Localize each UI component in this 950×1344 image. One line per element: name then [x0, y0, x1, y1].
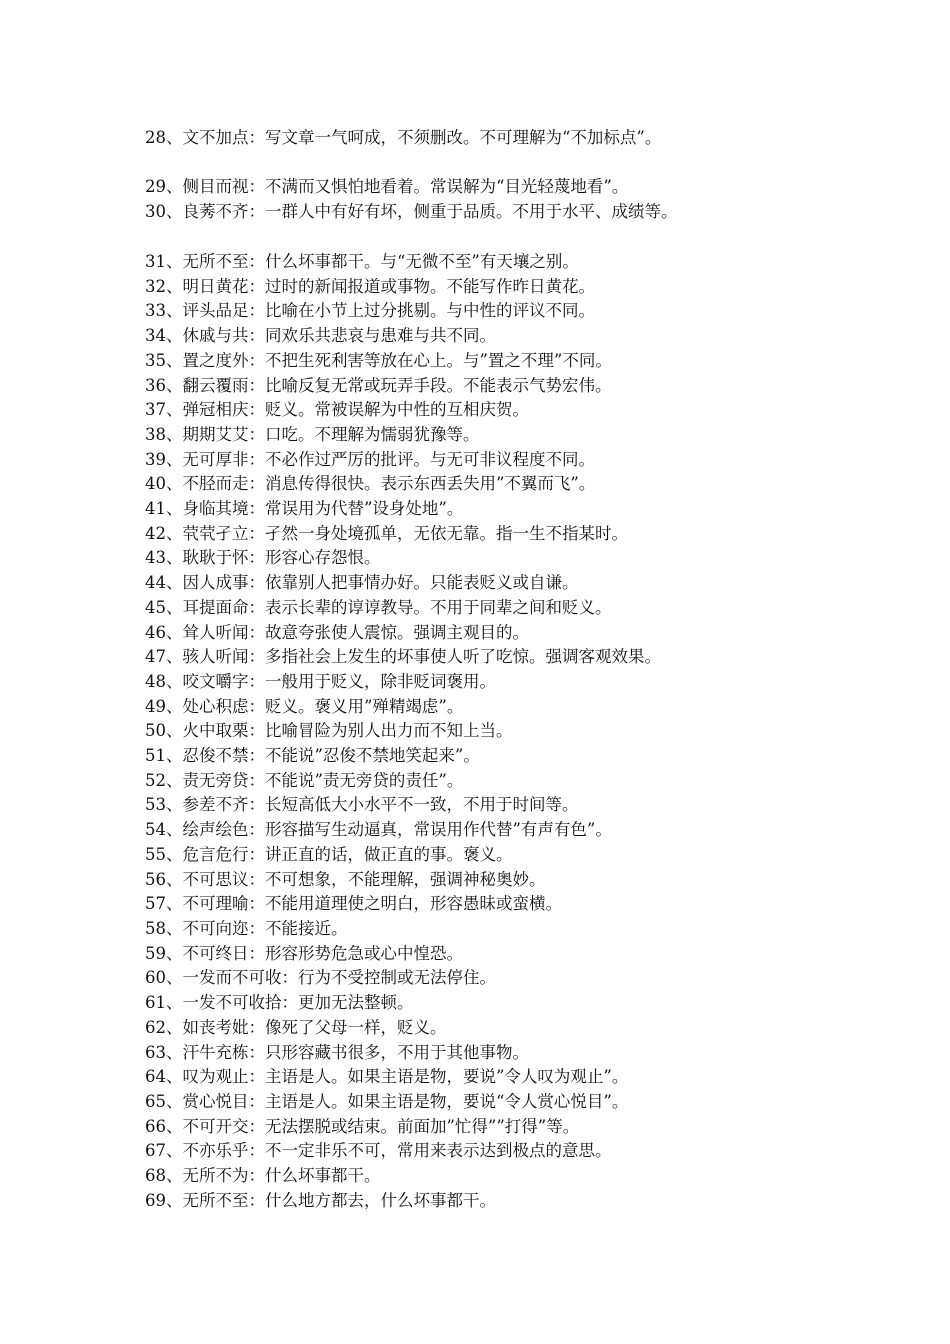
idiom-entry: 31、无所不至：什么坏事都干。与“无微不至”有天壤之别。 [145, 252, 579, 271]
idiom-entry: 54、绘声绘色：形容描写生动逼真，常误用作代替”有声有色”。 [145, 820, 612, 840]
idiom-entry: 64、叹为观止：主语是人。如果主语是物，要说”令人叹为观止”。 [145, 1067, 629, 1087]
idiom-entry: 28、文不加点：写文章一气呵成，不须删改。不可理解为“不加标点”。 [145, 128, 662, 147]
idiom-entry: 29、侧目而视：不满而又惧怕地看着。常误解为“目光轻蔑地看”。 [145, 177, 629, 196]
idiom-entry: 49、处心积虑：贬义。褒义用”殚精竭虑”。 [145, 696, 464, 716]
idiom-entry: 37、弹冠相庆：贬义。常被误解为中性的互相庆贺。 [145, 400, 529, 420]
idiom-entry: 69、无所不至：什么地方都去，什么坏事都干。 [145, 1190, 496, 1210]
idiom-entry: 48、咬文嚼字：一般用于贬义，除非贬词褒用。 [145, 671, 496, 691]
idiom-entry: 32、明日黄花：过时的新闻报道或事物。不能写作昨日黄花。 [145, 276, 595, 296]
idiom-entry: 57、不可理喻：不能用道理使之明白，形容愚昧或蛮横。 [145, 894, 562, 914]
idiom-entry: 47、骇人听闻：多指社会上发生的坏事使人听了吃惊。强调客观效果。 [145, 647, 661, 667]
idiom-entry: 41、身临其境：常误用为代替”设身处地”。 [145, 499, 464, 519]
idiom-entry: 45、耳提面命：表示长辈的谆谆教导。不用于同辈之间和贬义。 [145, 597, 612, 617]
idiom-entry: 44、因人成事：依靠别人把事情办好。只能表贬义或自谦。 [145, 573, 579, 593]
idiom-section-2 [145, 175, 925, 224]
idiom-entry: 60、一发而不可收：行为不受控制或无法停住。 [145, 968, 496, 988]
idiom-entry: 39、无可厚非：不必作过严厉的批评。与无可非议程度不同。 [145, 449, 595, 469]
idiom-entry: 53、参差不齐：长短高低大小水平不一致，不用于时间等。 [145, 795, 579, 815]
idiom-entry: 61、一发不可收拾：更加无法整顿。 [145, 993, 414, 1013]
idiom-entry: 52、责无旁贷：不能说”责无旁贷的责任”。 [145, 770, 464, 790]
idiom-entry: 40、不胫而走：消息传得很快。表示东西丢失用”不翼而飞”。 [145, 474, 596, 494]
idiom-entry: 42、茕茕孑立：孑然一身处境孤单，无依无靠。指一生不指某时。 [145, 523, 628, 543]
idiom-section-1 [145, 126, 925, 151]
idiom-entry: 50、火中取栗：比喻冒险为别人出力而不知上当。 [145, 721, 513, 741]
idiom-entry: 34、休戚与共：同欢乐共悲哀与患难与共不同。 [145, 326, 496, 346]
idiom-entry: 66、不可开交：无法摆脱或结束。前面加”忙得””打得”等。 [145, 1116, 580, 1136]
idiom-section-3 [145, 250, 925, 1213]
idiom-entry: 36、翻云覆雨：比喻反复无常或玩弄手段。不能表示气势宏伟。 [145, 375, 612, 395]
idiom-entry: 51、忍俊不禁：不能说”忍俊不禁地笑起来”。 [145, 746, 480, 766]
idiom-entry: 43、耿耿于怀：形容心存怨恨。 [145, 548, 381, 568]
idiom-entry: 33、评头品足：比喻在小节上过分挑剔。与中性的评议不同。 [145, 301, 595, 321]
idiom-entry: 56、不可思议：不可想象，不能理解，强调神秘奥妙。 [145, 869, 546, 889]
idiom-entry: 68、无所不为：什么坏事都干。 [145, 1166, 381, 1186]
idiom-entry: 65、赏心悦目：主语是人。如果主语是物，要说“令人赏心悦目”。 [145, 1091, 629, 1111]
idiom-entry: 46、耸人听闻：故意夸张使人震惊。强调主观目的。 [145, 622, 529, 642]
idiom-entry: 67、不亦乐乎：不一定非乐不可，常用来表示达到极点的意思。 [145, 1141, 612, 1161]
idiom-entry: 35、置之度外：不把生死利害等放在心上。与”置之不理”不同。 [145, 350, 612, 370]
idiom-entry: 59、不可终日：形容形势危急或心中惶恐。 [145, 943, 463, 963]
idiom-entry: 58、不可向迩：不能接近。 [145, 918, 348, 938]
idiom-entry: 63、汗牛充栋：只形容藏书很多，不用于其他事物。 [145, 1042, 529, 1062]
idiom-entry: 30、良莠不齐：一群人中有好有坏，侧重于品质。不用于水平、成绩等。 [145, 201, 678, 221]
idiom-entry: 62、如丧考妣：像死了父母一样，贬义。 [145, 1017, 447, 1037]
idiom-entry: 38、期期艾艾：口吃。不理解为懦弱犹豫等。 [145, 424, 480, 444]
idiom-entry: 55、危言危行：讲正直的话，做正直的事。褒义。 [145, 844, 513, 864]
